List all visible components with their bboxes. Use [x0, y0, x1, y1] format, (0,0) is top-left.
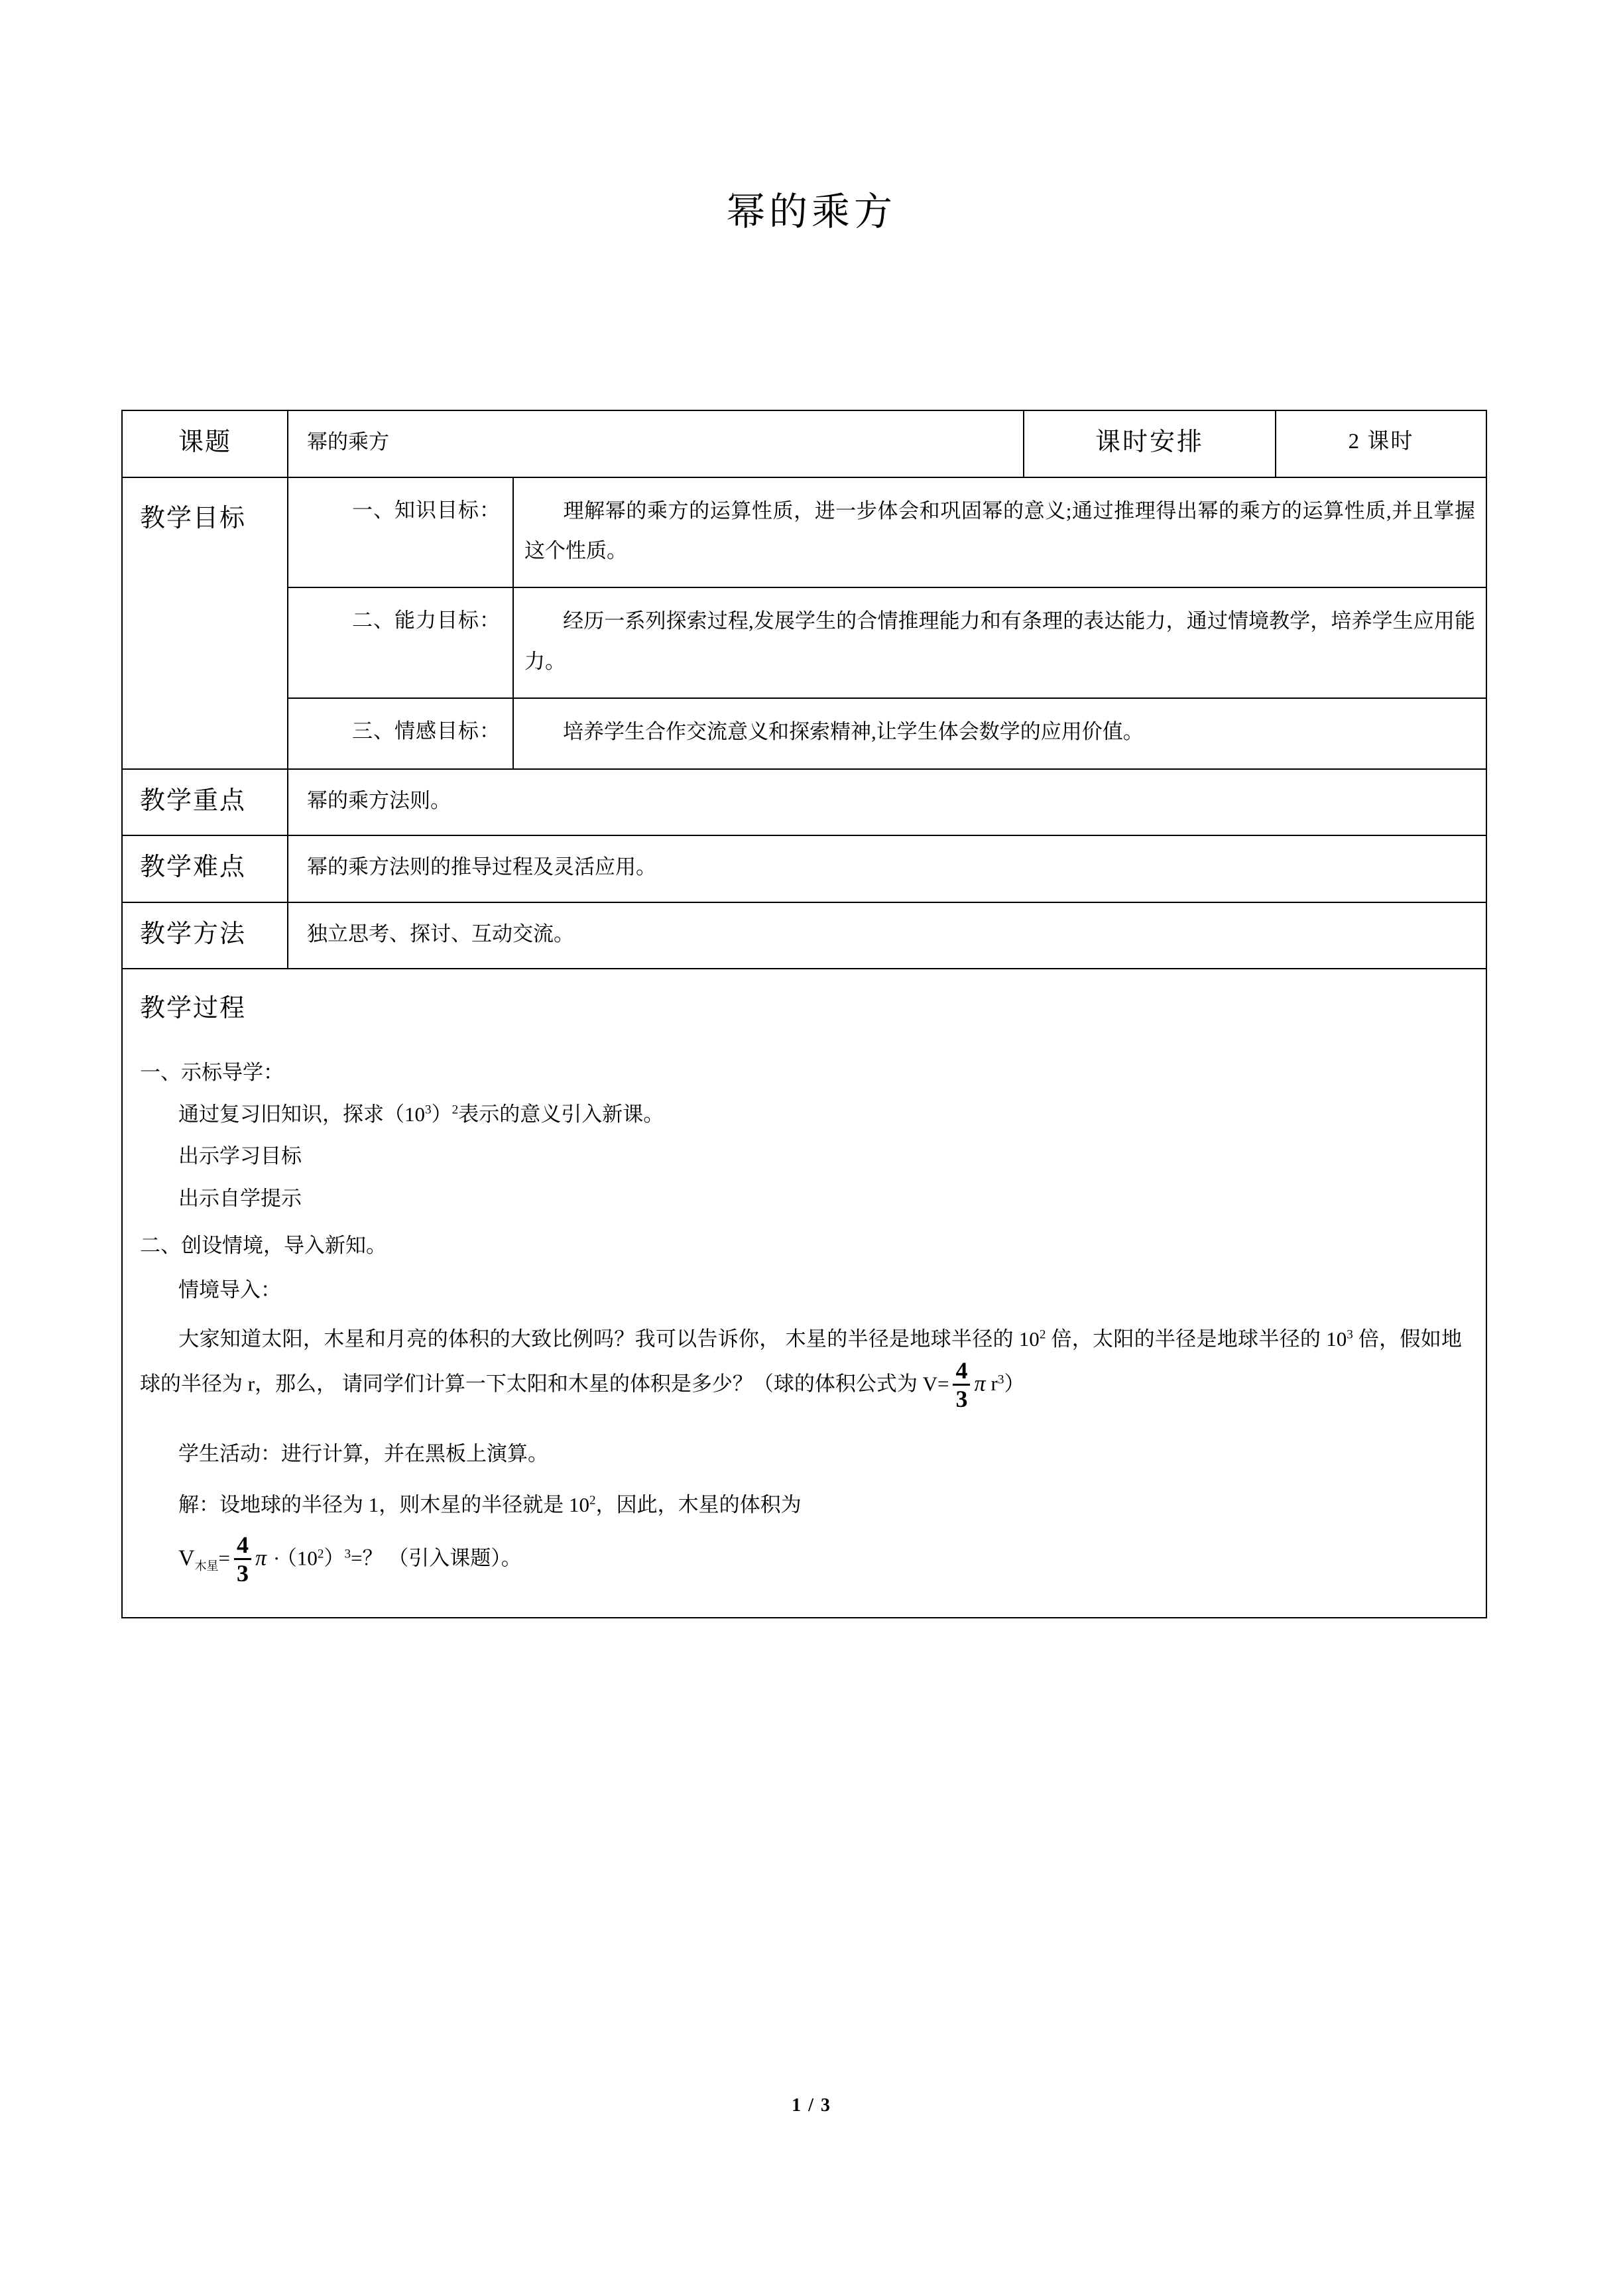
formula-paren-open: （10 — [286, 1547, 318, 1571]
scenario-text-a: 大家知道太阳，木星和月亮的体积的大致比例吗？我可以告诉你， 木星的半径是地球半径的 10 — [178, 1327, 1040, 1351]
objective-3-body: 培养学生合作交流意义和探索精神,让学生体会数学的应用价值。 — [563, 720, 1144, 744]
formula-fraction-denominator: 3 — [236, 1560, 249, 1587]
objective-1-body: 理解幂的乘方的运算性质，进一步体会和巩固幂的意义;通过推理得出幂的乘方的运算性质,并且掌握这个性质。 — [524, 499, 1475, 562]
formula-pi-symbol: π — [255, 1546, 267, 1571]
process-intro-line — [178, 1095, 1462, 1133]
formula-subscript-jupiter: 木星 — [194, 1559, 219, 1573]
objective-3-text — [513, 698, 1486, 768]
solution-text-b: ，因此，木星的体积为 — [595, 1493, 802, 1517]
objective-2-text — [513, 587, 1486, 698]
scenario-text-c: 倍，假如地球的半径为 r，那么， 请同学们计算一下太阳和木星的体积是多少？（球的体积公式为 V= — [140, 1327, 1463, 1396]
intro-text-a: 通过复习旧知识，探求（10 — [178, 1103, 425, 1126]
table-row-objective-1 — [122, 477, 1486, 588]
intro-text-mid: ） — [431, 1103, 452, 1126]
scenario-sup-2: 2 — [1039, 1327, 1046, 1342]
sphere-volume-fraction — [953, 1359, 970, 1411]
difficulty-value: 幂的乘方法则的推导过程及灵活应用。 — [288, 835, 1486, 902]
page-title: 幂的乘方 — [726, 190, 896, 233]
solution-sup-2: 2 — [589, 1493, 596, 1508]
objectives-label: 教学目标 — [122, 477, 288, 769]
objective-1-sub-label: 一、知识目标： — [288, 477, 513, 588]
key-point-label: 教学重点 — [122, 769, 288, 836]
table-row-objective-3 — [122, 698, 1486, 768]
objective-2-body: 经历一系列探索过程,发展学生的合情推理能力和有条理的表达能力，通过情境教学，培养学生应用能力。 — [524, 609, 1475, 673]
formula-multiply-dot: · — [273, 1547, 280, 1571]
fraction-numerator: 4 — [953, 1359, 970, 1386]
hours-value: 2 课时 — [1276, 410, 1486, 477]
subject-value: 幂的乘方 — [288, 410, 1024, 477]
objective-3-sub-label: 三、情感目标： — [288, 698, 513, 768]
objective-2-sub-label: 二、能力目标： — [288, 587, 513, 698]
difficulty-label: 教学难点 — [122, 835, 288, 902]
method-label: 教学方法 — [122, 902, 288, 969]
radius-exponent: 3 — [997, 1372, 1004, 1387]
method-value: 独立思考、探讨、互动交流。 — [288, 902, 1486, 969]
process-student-activity: 学生活动：进行计算，并在黑板上演算。 — [178, 1441, 548, 1465]
objective-1-text — [513, 477, 1486, 588]
formula-fraction-numerator: 4 — [234, 1533, 251, 1560]
formula-fraction — [234, 1533, 251, 1585]
solution-text-a: 解：设地球的半径为 1，则木星的半径就是 10 — [178, 1493, 589, 1517]
table-row-objective-2 — [122, 587, 1486, 698]
process-cell — [122, 969, 1486, 1618]
formula-v-symbol: V — [178, 1546, 195, 1571]
process-context-title: 情境导入： — [178, 1278, 281, 1302]
formula-base-exponent: 2 — [317, 1547, 324, 1561]
radius-variable: r — [991, 1372, 998, 1396]
table-row-key-point — [122, 769, 1486, 836]
scenario-text-b: 倍，太阳的半径是地球半径的 10 — [1046, 1327, 1347, 1351]
fraction-denominator: 3 — [955, 1385, 968, 1412]
scenario-sup-3: 3 — [1347, 1327, 1353, 1342]
key-point-value: 幂的乘方法则。 — [288, 769, 1486, 836]
table-row-method — [122, 902, 1486, 969]
process-solution-line — [178, 1486, 1462, 1524]
formula-equals: = — [218, 1547, 230, 1571]
formula-paren-close: ） — [324, 1547, 345, 1571]
hours-label: 课时安排 — [1024, 410, 1276, 477]
process-volume-formula — [178, 1534, 1462, 1587]
process-section-2-title: 二、创设情境，导入新知。 — [140, 1234, 387, 1258]
process-show-selfstudy: 出示自学提示 — [178, 1186, 302, 1210]
formula-outer-exponent: 3 — [344, 1547, 351, 1561]
subject-label: 课题 — [122, 410, 288, 477]
table-row-subject — [122, 410, 1486, 477]
formula-tail: =？ （引入课题）。 — [351, 1547, 522, 1571]
intro-text-end: 表示的意义引入新课。 — [458, 1103, 664, 1126]
process-show-goals: 出示学习目标 — [178, 1144, 302, 1168]
intro-sup-2: 2 — [451, 1103, 459, 1117]
lesson-plan-table — [121, 410, 1487, 1618]
scenario-text-d: ） — [1004, 1372, 1025, 1396]
intro-sup-3: 3 — [425, 1103, 432, 1117]
process-scenario-paragraph — [140, 1319, 1462, 1412]
page-footer: 1 / 3 — [792, 2095, 831, 2116]
process-heading: 教学过程 — [140, 995, 247, 1023]
table-row-process — [122, 969, 1486, 1618]
table-row-difficulty — [122, 835, 1486, 902]
pi-symbol: π — [974, 1371, 986, 1396]
process-section-1-title: 一、示标导学： — [140, 1060, 284, 1084]
